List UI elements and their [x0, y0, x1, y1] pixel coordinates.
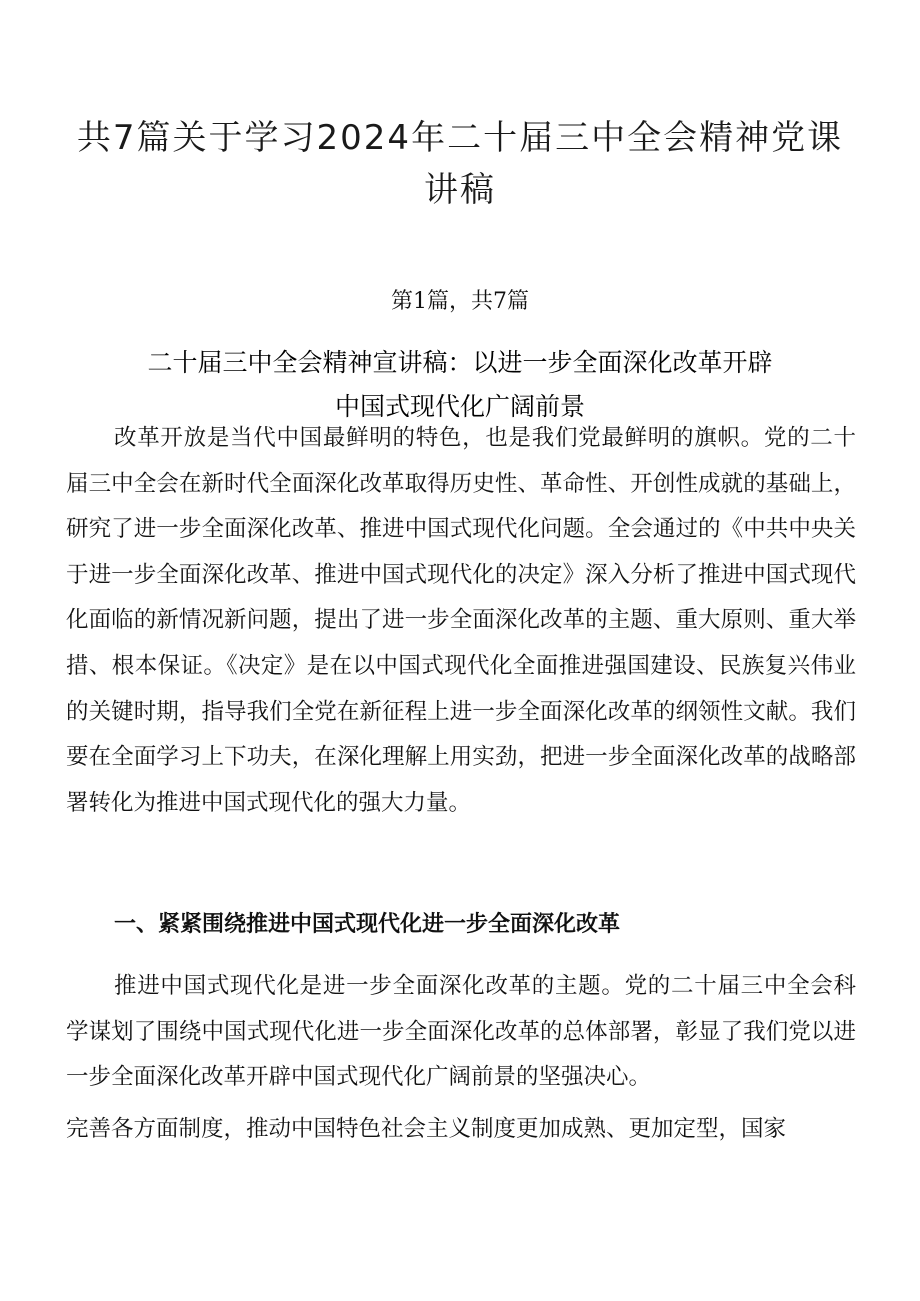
article-subtitle-line1: 二十届三中全会精神宣讲稿：以进一步全面深化改革开辟 [147, 348, 773, 377]
paragraph-continued: 完善各方面制度，推动中国特色社会主义制度更加成熟、更加定型，国家 [66, 1116, 787, 1142]
document-title: 共7篇关于学习2024年二十届三中全会精神党课讲稿 [76, 118, 844, 210]
paragraph-intro: 改革开放是当代中国最鲜明的特色，也是我们党最鲜明的旗帜。党的二十届三中全会在新时代全面深化改革取得历史性、革命性、开创性成就的基础上，研究了进一步全面深化改革、推进中国式现代化问题。全会通过的《中共中央关于进一步全面深化改革、推进中国式现代化的决定》深入分析了推进中国式现代化面临的新情况新问题，提出了进一步全面深化改革的主题、重大原则、重大举措、根本保证。《决定》是在以中国式现代化全面推进强国建设、民族复兴伟业的关键时期，指导我们全党在新征程上进一步全面深化改革的纲领性文献。我们要在全面学习上下功夫，在深化理解上用实劲，把进一步全面深化改革的战略部署转化为推进中国式现代化的强大力量。 [66, 425, 856, 816]
article-subtitle-line2: 中国式现代化广阔前景 [334, 392, 585, 421]
paragraph-section1: 推进中国式现代化是进一步全面深化改革的主题。党的二十届三中全会科学谋划了围绕中国式现代化进一步全面深化改革的总体部署，彰显了我们党以进一步全面深化改革开辟中国式现代化广阔前景的坚强决心。 [66, 973, 856, 1091]
section-heading-1: 一、紧紧围绕推进中国式现代化进一步全面深化改革 [114, 912, 621, 937]
part-label: 第1篇，共7篇 [391, 289, 529, 314]
